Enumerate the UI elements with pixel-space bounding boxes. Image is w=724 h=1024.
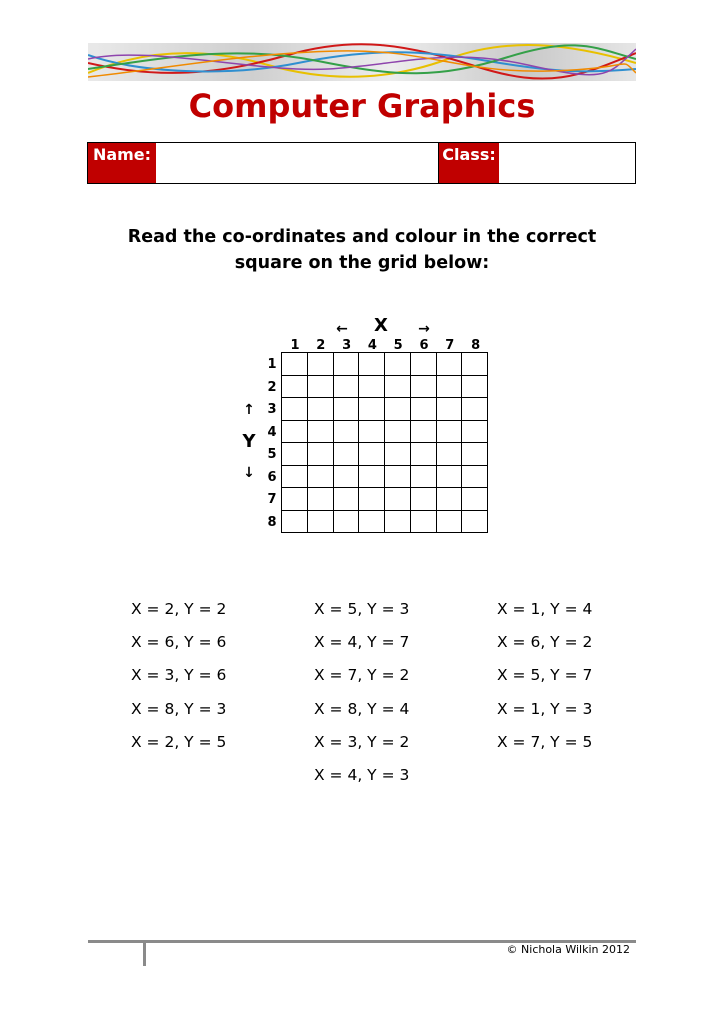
- grid-cell[interactable]: [308, 421, 334, 444]
- grid-cell[interactable]: [359, 443, 385, 466]
- grid-cell[interactable]: [385, 376, 411, 399]
- grid-cell[interactable]: [282, 466, 308, 489]
- row-number: 1: [267, 357, 277, 372]
- grid-cell[interactable]: [282, 398, 308, 421]
- coordinate-grid: [281, 352, 488, 533]
- grid-cell[interactable]: [411, 443, 437, 466]
- grid-cell[interactable]: [437, 511, 463, 534]
- down-arrow-icon: ↓: [243, 465, 255, 481]
- grid-cell[interactable]: [385, 421, 411, 444]
- coordinate-item: X = 6, Y = 2: [497, 633, 593, 652]
- grid-cell[interactable]: [385, 443, 411, 466]
- column-number: 3: [342, 338, 352, 353]
- grid-cell[interactable]: [462, 443, 488, 466]
- coordinate-item: X = 7, Y = 5: [497, 732, 593, 751]
- grid-cell[interactable]: [308, 466, 334, 489]
- grid-cell[interactable]: [462, 353, 488, 376]
- grid-cell[interactable]: [411, 488, 437, 511]
- grid-cell[interactable]: [359, 376, 385, 399]
- x-axis-label: X: [374, 315, 388, 336]
- row-number: 3: [267, 402, 277, 417]
- grid-cell[interactable]: [334, 421, 360, 444]
- grid-cell[interactable]: [308, 488, 334, 511]
- grid-cell[interactable]: [359, 488, 385, 511]
- grid-cell[interactable]: [462, 511, 488, 534]
- grid-cell[interactable]: [437, 376, 463, 399]
- class-field[interactable]: [499, 143, 635, 183]
- grid-cell[interactable]: [359, 398, 385, 421]
- grid-cell[interactable]: [437, 466, 463, 489]
- grid-cell[interactable]: [308, 398, 334, 421]
- grid-cell[interactable]: [282, 511, 308, 534]
- grid-cell[interactable]: [282, 421, 308, 444]
- grid-cell[interactable]: [462, 376, 488, 399]
- grid-cell[interactable]: [437, 353, 463, 376]
- grid-cell[interactable]: [437, 421, 463, 444]
- column-number: 4: [367, 338, 377, 353]
- class-label: Class:: [439, 143, 499, 183]
- grid-cell[interactable]: [308, 443, 334, 466]
- grid-cell[interactable]: [334, 488, 360, 511]
- grid-cell[interactable]: [437, 398, 463, 421]
- coordinate-item: X = 7, Y = 2: [314, 666, 410, 685]
- grid-cell[interactable]: [282, 353, 308, 376]
- row-number: 7: [267, 492, 277, 507]
- grid-cell[interactable]: [385, 466, 411, 489]
- footer-tick: [143, 942, 146, 966]
- right-arrow-icon: →: [418, 321, 430, 337]
- instructions-text: Read the co-ordinates and colour in the correct square on the grid below:: [127, 227, 597, 273]
- grid-cell[interactable]: [308, 376, 334, 399]
- grid-cell[interactable]: [334, 376, 360, 399]
- coordinate-item: X = 5, Y = 3: [314, 600, 410, 618]
- name-label: Name:: [88, 143, 156, 183]
- grid-cell[interactable]: [385, 488, 411, 511]
- grid-cell[interactable]: [282, 443, 308, 466]
- coordinate-item: X = 2, Y = 2: [131, 600, 227, 618]
- coordinate-item: X = 3, Y = 2: [314, 732, 410, 751]
- grid-cell[interactable]: [334, 466, 360, 489]
- grid-cell[interactable]: [359, 421, 385, 444]
- coordinate-item: X = 5, Y = 7: [497, 666, 593, 685]
- row-number: 2: [267, 379, 277, 395]
- up-arrow-icon: ↑: [243, 402, 255, 418]
- grid-cell[interactable]: [385, 511, 411, 534]
- copyright-text: © Nichola Wilkin 2012: [506, 943, 630, 956]
- row-number: 4: [267, 424, 277, 440]
- grid-cell[interactable]: [411, 353, 437, 376]
- coordinate-item: X = 6, Y = 6: [131, 633, 227, 652]
- grid-cell[interactable]: [411, 466, 437, 489]
- column-number: 1: [290, 338, 300, 353]
- column-number: 5: [393, 338, 403, 353]
- grid-cell[interactable]: [359, 511, 385, 534]
- grid-cell[interactable]: [334, 511, 360, 534]
- banner-waves-image: [88, 43, 636, 81]
- coordinate-item: X = 3, Y = 6: [131, 666, 227, 685]
- grid-cell[interactable]: [411, 398, 437, 421]
- grid-cell[interactable]: [462, 421, 488, 444]
- grid-cell[interactable]: [411, 511, 437, 534]
- grid-cell[interactable]: [334, 398, 360, 421]
- left-arrow-icon: ←: [336, 321, 348, 337]
- grid-cell[interactable]: [411, 376, 437, 399]
- name-class-table: [87, 142, 636, 184]
- coordinate-item: X = 4, Y = 7: [314, 633, 410, 652]
- name-field[interactable]: [156, 143, 439, 183]
- grid-cell[interactable]: [411, 421, 437, 444]
- grid-cell[interactable]: [462, 488, 488, 511]
- header-banner: [88, 43, 636, 81]
- coordinate-item: X = 8, Y = 3: [131, 699, 227, 718]
- coordinate-item: X = 4, Y = 3: [314, 766, 410, 784]
- grid-cell[interactable]: [308, 353, 334, 376]
- grid-cell[interactable]: [359, 466, 385, 489]
- grid-cell[interactable]: [308, 511, 334, 534]
- column-number: 7: [445, 338, 455, 353]
- grid-cell[interactable]: [462, 398, 488, 421]
- column-number: 2: [316, 338, 326, 353]
- coordinate-item: X = 1, Y = 3: [497, 699, 593, 718]
- coordinate-item: X = 2, Y = 5: [131, 732, 227, 751]
- grid-cell[interactable]: [282, 376, 308, 399]
- grid-cell[interactable]: [334, 443, 360, 466]
- column-number: 8: [471, 338, 481, 353]
- grid-cell[interactable]: [334, 353, 360, 376]
- grid-cell[interactable]: [385, 398, 411, 421]
- grid-cell[interactable]: [437, 488, 463, 511]
- grid-cell[interactable]: [462, 466, 488, 489]
- grid-cell[interactable]: [359, 353, 385, 376]
- y-axis-label: Y: [242, 431, 256, 452]
- row-number: 6: [267, 469, 277, 485]
- grid-cell[interactable]: [437, 443, 463, 466]
- grid-cell[interactable]: [385, 353, 411, 376]
- row-number: 5: [267, 447, 277, 462]
- column-number: 6: [419, 338, 429, 353]
- grid-cell[interactable]: [282, 488, 308, 511]
- coordinate-item: X = 1, Y = 4: [497, 600, 593, 618]
- row-number: 8: [267, 514, 277, 530]
- page-title: Computer Graphics: [188, 87, 536, 125]
- coordinate-item: X = 8, Y = 4: [314, 699, 410, 718]
